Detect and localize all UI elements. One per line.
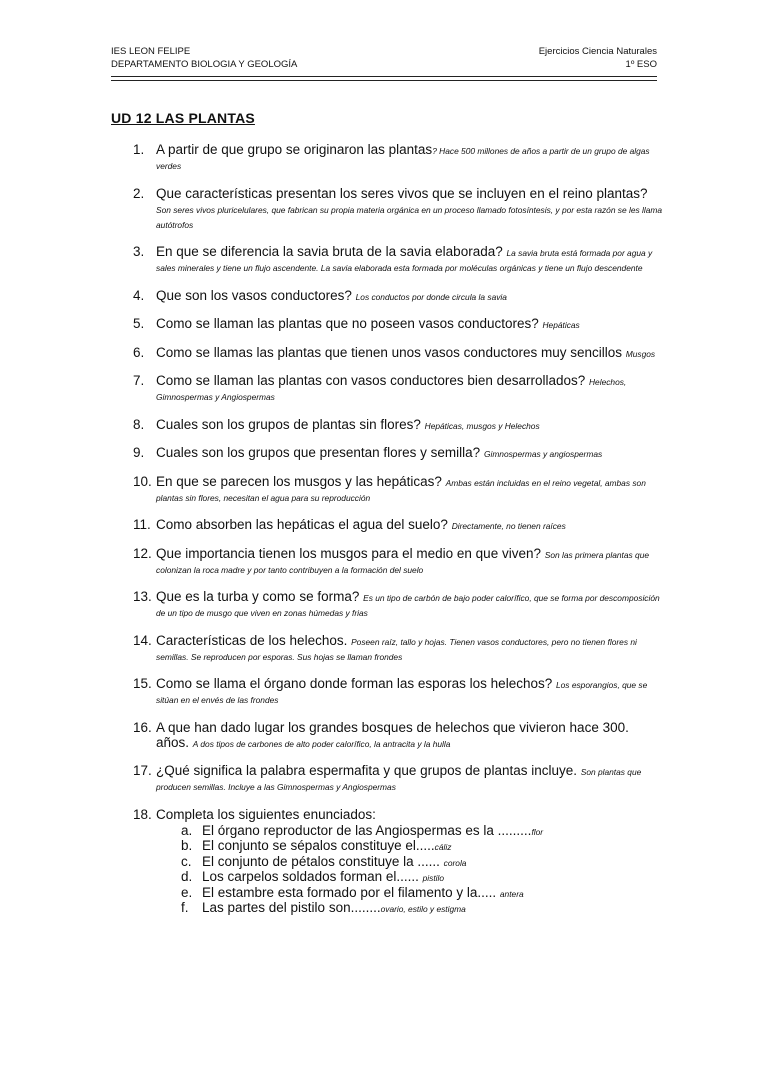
question-number: 1. bbox=[133, 142, 145, 157]
unit-title: UD 12 LAS PLANTAS bbox=[111, 110, 255, 126]
question-item bbox=[111, 807, 663, 916]
question-item bbox=[111, 142, 663, 172]
question-text: Características de los helechos. bbox=[156, 632, 352, 648]
question-text: Como absorben las hepáticas el agua del suelo? bbox=[156, 517, 452, 532]
question-number: 8. bbox=[133, 416, 145, 432]
item-letter: f. bbox=[181, 900, 189, 915]
question-text: Cuales son los grupos de plantas sin flores? bbox=[156, 416, 425, 432]
question-list bbox=[111, 142, 663, 929]
completion-item bbox=[156, 900, 663, 916]
question-item bbox=[111, 244, 663, 274]
completion-item bbox=[156, 869, 663, 885]
question-number: 14. bbox=[133, 632, 152, 648]
question-text: Completa los siguientes enunciados: bbox=[156, 806, 376, 822]
question-item bbox=[111, 345, 663, 360]
answer-text: Poseen raíz, tallo y hojas. Tienen vasos conductores, pero no tienen flores ni semillas. Se reproducen por esporas. Sus hojas se llaman frondes bbox=[156, 636, 637, 662]
question-item bbox=[111, 316, 663, 331]
question-number: 16. bbox=[133, 719, 152, 735]
question-text: Como se llamas las plantas que tienen unos vasos conductores muy sencillos bbox=[156, 344, 626, 360]
completion-item bbox=[156, 823, 663, 839]
answer-text: Son las primera plantas que colonizan la roca madre y por tanto contribuyen a la formación del suelo bbox=[156, 549, 650, 575]
school-name: IES LEON FELIPE bbox=[111, 46, 191, 57]
question-number: 5. bbox=[133, 316, 145, 331]
question-text: En que se parecen los musgos y las hepáticas? bbox=[156, 473, 446, 489]
item-answer: ovario, estilo y estigma bbox=[380, 904, 466, 914]
item-text: El conjunto de pétalos constituye la ...... bbox=[202, 853, 444, 869]
completion-item bbox=[156, 838, 663, 854]
item-answer: corola bbox=[443, 857, 467, 868]
item-letter: d. bbox=[181, 869, 193, 884]
question-text: Cuales son los grupos que presentan flores y semilla? bbox=[156, 445, 484, 460]
answer-text: Los esporangios, que se sitúan en el envés de las frondes bbox=[156, 680, 648, 705]
question-number: 13. bbox=[133, 589, 152, 604]
question-item bbox=[111, 633, 663, 663]
question-item bbox=[111, 763, 663, 793]
item-answer: pistilo bbox=[422, 873, 445, 883]
item-letter: e. bbox=[181, 884, 193, 900]
question-number: 10. bbox=[133, 473, 152, 489]
question-item bbox=[111, 445, 663, 460]
item-letter: a. bbox=[181, 822, 193, 838]
answer-text: Ambas están incluidas en el reino vegetal, ambas son plantas sin flores, necesitan el agua para su reproducción bbox=[156, 477, 646, 503]
question-item bbox=[111, 720, 663, 750]
header-divider-top bbox=[111, 76, 657, 77]
answer-text: Directamente, no tienen raíces bbox=[451, 521, 566, 531]
header-divider-bottom bbox=[111, 80, 657, 81]
question-number: 7. bbox=[133, 373, 145, 388]
page-header bbox=[111, 45, 657, 71]
question-number: 12. bbox=[133, 545, 152, 561]
question-item bbox=[111, 288, 663, 303]
question-text: Como se llaman las plantas con vasos conductores bien desarrollados? bbox=[156, 373, 589, 388]
question-item bbox=[111, 186, 663, 231]
question-number: 11. bbox=[133, 517, 151, 532]
item-letter: c. bbox=[181, 853, 192, 869]
answer-text: Es un tipo de carbón de bajo poder calorífico, que se forma por descomposición de un tipo de musgo que viven en zonas húmedas y frias bbox=[156, 593, 660, 618]
question-item bbox=[111, 546, 663, 576]
question-number: 18. bbox=[133, 806, 152, 822]
question-number: 6. bbox=[133, 344, 145, 360]
question-number: 15. bbox=[133, 676, 152, 691]
question-number: 2. bbox=[133, 185, 145, 201]
answer-text: A dos tipos de carbones de alto poder calorífico, la antracita y la hulla bbox=[192, 738, 451, 749]
answer-text: La savia bruta está formada por agua y sales minerales y tiene un flujo ascendente. La savia elaborada esta formada por moléculas orgánicas y tiene un flujo descendente bbox=[156, 248, 653, 273]
item-text: Las partes del pistilo son........ bbox=[202, 900, 381, 915]
item-text: El conjunto se sépalos constituye el..... bbox=[202, 838, 435, 853]
question-number: 9. bbox=[133, 445, 145, 460]
question-item bbox=[111, 417, 663, 432]
question-number: 3. bbox=[133, 244, 145, 259]
item-answer: flor bbox=[531, 826, 544, 837]
item-text: El estambre esta formado por el filamento y la..... bbox=[202, 884, 500, 900]
question-text: Que son los vasos conductores? bbox=[156, 287, 356, 303]
answer-text: Son seres vivos pluricelulares, que fabrican su propia materia orgánica en un proceso llamado fotosíntesis, y por esta razón se les llama autótrofos bbox=[156, 204, 663, 230]
question-item bbox=[111, 589, 663, 619]
item-letter: b. bbox=[181, 838, 193, 853]
question-item bbox=[111, 676, 663, 706]
question-number: 17. bbox=[133, 763, 152, 778]
answer-text: Hepáticas, musgos y Helechos bbox=[424, 420, 540, 431]
question-text: Que características presentan los seres vivos que se incluyen en el reino plantas? bbox=[156, 185, 648, 201]
question-text: En que se diferencia la savia bruta de la savia elaborada? bbox=[156, 244, 507, 259]
completion-list bbox=[156, 823, 663, 916]
question-text: Como se llaman las plantas que no poseen vasos conductores? bbox=[156, 316, 543, 331]
question-text: A que han dado lugar los grandes bosques de helechos que vivieron hace 300. años. bbox=[156, 719, 629, 750]
answer-text: Hepáticas bbox=[542, 320, 580, 330]
course-level: 1º ESO bbox=[625, 59, 657, 70]
item-text: Los carpelos soldados forman el...... bbox=[202, 869, 423, 884]
question-text: A partir de que grupo se originaron las plantas bbox=[156, 142, 433, 157]
question-text: Que es la turba y como se forma? bbox=[156, 589, 364, 604]
question-text: Que importancia tienen los musgos para el medio en que viven? bbox=[156, 545, 545, 561]
completion-item bbox=[156, 885, 663, 901]
question-item bbox=[111, 474, 663, 504]
item-answer: cáliz bbox=[434, 842, 452, 852]
answer-text: ? Hace 500 millones de años a partir de un grupo de algas verdes bbox=[156, 146, 650, 171]
completion-item bbox=[156, 854, 663, 870]
question-number: 4. bbox=[133, 287, 145, 303]
answer-text: Gimnospermas y angiospermas bbox=[483, 449, 603, 459]
item-text: El órgano reproductor de las Angiospermas es la ......... bbox=[202, 822, 532, 838]
answer-text: Helechos, Gimnospermas y Angiospermas bbox=[156, 377, 627, 402]
question-item bbox=[111, 373, 663, 403]
question-text: ¿Qué significa la palabra espermafita y que grupos de plantas incluye. bbox=[156, 763, 581, 778]
subject-name: Ejercicios Ciencia Naturales bbox=[538, 46, 657, 57]
answer-text: Musgos bbox=[625, 348, 656, 359]
question-item bbox=[111, 517, 663, 532]
answer-text: Son plantas que producen semillas. Incluye a las Gimnospermas y Angiospermas bbox=[156, 767, 642, 792]
question-text: Como se llama el órgano donde forman las esporas los helechos? bbox=[156, 676, 556, 691]
answer-text: Los conductos por donde circula la savia bbox=[355, 291, 507, 302]
department-name: DEPARTAMENTO BIOLOGIA Y GEOLOGÍA bbox=[111, 59, 298, 70]
item-answer: antera bbox=[499, 888, 524, 899]
